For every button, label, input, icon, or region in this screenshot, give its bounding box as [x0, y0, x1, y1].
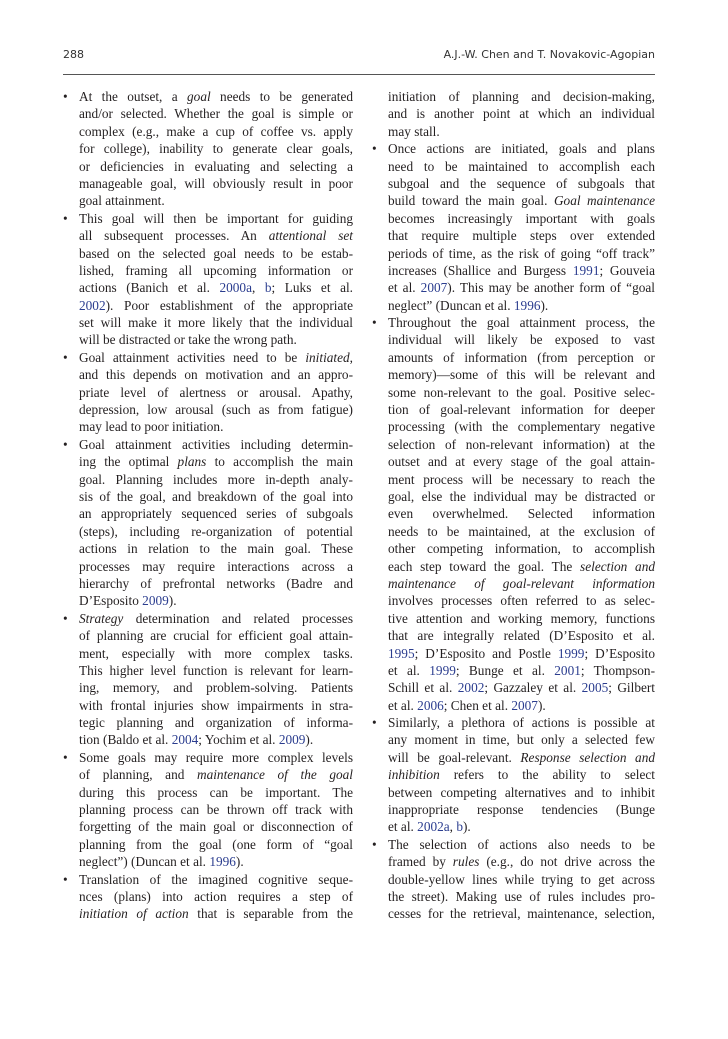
text-line: priate level of alertness or arousal. Apathy, [79, 384, 353, 400]
bullet-item [63, 749, 353, 871]
bullet-item [63, 349, 353, 436]
citation-link[interactable]: 2007 [420, 280, 448, 296]
header-rule [63, 74, 655, 75]
text-line: planning from the goal (one form of “goal [79, 836, 353, 852]
bullet-item [63, 436, 354, 610]
citation-link[interactable]: 1999 [557, 645, 585, 661]
citation-link[interactable]: 2001 [554, 662, 581, 678]
citation-link[interactable]: 1999 [429, 662, 456, 678]
citation-link[interactable]: 2006 [417, 697, 444, 713]
bullet-item [63, 610, 353, 749]
bullet-item [372, 314, 655, 714]
bullet-icon: • [63, 610, 68, 626]
text-line: an appropriately sequenced series of subgoals [79, 506, 353, 522]
text-line: et al. 1999; Bunge et al. 2001; Thompson- [388, 662, 655, 678]
text-line: 1995; D’Esposito and Postle 1999; D’Esposito [388, 645, 655, 661]
text-line: tive attention and working memory, functions [388, 610, 655, 626]
text-line: and this depends on motivation and an appro- [79, 367, 353, 383]
text-line: initiation of planning and decision-making, [388, 89, 655, 104]
text-line: Translation of the imagined cognitive seque- [79, 871, 353, 887]
text-line: Goal attainment activities need to be initiated, [79, 349, 353, 365]
text-line: The selection of actions also needs to be [388, 836, 655, 852]
bullet-item [388, 88, 655, 140]
text-line: ment process will be necessary to reach the [388, 471, 655, 487]
text-line: even overwhelmed. Selected information [388, 506, 655, 522]
text-line: selection of non-relevant information) at the [388, 436, 655, 452]
text-line: nces (plans) into action requires a step of [79, 888, 353, 904]
emphasis-term: inhibition [388, 767, 440, 783]
text-line: with frontal injuries show impairments in stra- [79, 697, 353, 713]
page-number: 288 [63, 48, 84, 61]
text-line: forgetting of the main goal or disconnection of [79, 819, 353, 835]
text-line: other competing information, to accomplish [388, 541, 655, 557]
text-line: goal. Planning includes more in-depth analy- [79, 471, 353, 487]
text-line: Once actions are initiated, goals and plans [388, 141, 655, 157]
text-line: complex (e.g., make a cup of coffee vs. apply [79, 123, 353, 139]
text-line: for college), inability to generate clear goals, [79, 141, 353, 157]
emphasis-term: maintenance of the goal [196, 767, 353, 783]
text-line: D’Esposito 2009). [79, 593, 177, 609]
text-line: individual will likely be exposed to vast [388, 332, 655, 348]
citation-link[interactable]: 2002 [457, 680, 485, 696]
text-line: This goal will then be important for guiding [79, 210, 353, 226]
citation-link[interactable]: 2007 [511, 697, 538, 713]
bullet-icon: • [372, 715, 377, 731]
text-line: (steps), including re-organization of potential [79, 523, 353, 539]
citation-link[interactable]: 2009 [278, 732, 306, 748]
text-line: sis of the goal, and breakdown of the goal into [79, 488, 353, 504]
running-head-authors: A.J.-W. Chen and T. Novakovic-Agopian [443, 48, 655, 61]
text-line: processes may require interactions across a [79, 558, 353, 574]
text-line: the street). Making use of rules includes pro- [388, 888, 655, 904]
text-line: becomes increasingly important with goals [388, 210, 655, 226]
emphasis-term: rules [452, 854, 480, 870]
text-line: may lead to poor initiation. [79, 419, 224, 435]
text-line: initiation of action that is separable from the [79, 906, 353, 922]
text-line: neglect”) (Duncan et al. 1996). [79, 854, 244, 870]
text-line: increases (Shallice and Burgess 1991; Gouveia [388, 262, 655, 278]
text-line: during this process can be important. The [79, 784, 353, 800]
bullet-icon: • [63, 749, 68, 765]
text-line: ing, memory, and problem-solving. Patients [79, 680, 353, 696]
text-line: each step toward the goal. The selection and [388, 558, 655, 574]
bullet-icon: • [63, 210, 68, 226]
text-line: inappropriate response tendencies (Bunge [388, 802, 655, 818]
text-line: goal, else the individual may be distracted or [388, 488, 655, 504]
text-line: all subsequent processes. An attentional set [79, 228, 353, 244]
bullet-item [372, 836, 655, 923]
emphasis-term: goal [187, 89, 211, 104]
text-line [388, 575, 655, 592]
emphasis-term: plans [177, 454, 207, 470]
citation-link[interactable]: 2002a [417, 819, 450, 835]
text-line: double-yellow lines while trying to get across [388, 871, 655, 887]
text-line: and is another point at which an individual [388, 106, 655, 122]
text-line: At the outset, a goal needs to be generated [79, 89, 354, 104]
text-line: ing the optimal plans to accomplish the main [79, 454, 354, 470]
text-line: et al. 2002a, b). [388, 819, 471, 835]
text-line: subgoal and the sequence of subgoals that [388, 175, 655, 191]
emphasis-term: maintenance of goal-relevant information [388, 575, 655, 591]
bullet-icon: • [372, 315, 377, 331]
citation-link[interactable]: 1991 [572, 262, 600, 278]
text-line: et al. 2006; Chen et al. 2007). [388, 697, 546, 713]
emphasis-term: Response selection and [520, 749, 655, 765]
text-line: Goal attainment activities including determin- [79, 436, 353, 452]
text-line: based on the selected goal needs to be estab- [79, 245, 353, 261]
bullet-icon: • [372, 836, 377, 852]
text-line: Throughout the goal attainment process, the [388, 315, 655, 331]
text-line: tion (Baldo et al. 2004; Yochim et al. 2009). [79, 732, 314, 748]
text-line: This higher level function is relevant for learn- [79, 662, 353, 678]
text-line: outset and at every stage of the goal attain- [388, 454, 655, 470]
citation-link[interactable]: 2004 [171, 732, 199, 748]
text-line: that are integrally related (D’Esposito et al. [388, 628, 655, 644]
bullet-icon: • [63, 436, 68, 452]
text-line: of planning are crucial for efficient goal attain- [79, 628, 353, 644]
text-line: goal attainment. [79, 193, 165, 209]
right-column [372, 88, 655, 923]
text-line: hierarchy of prefrontal networks (Badre and [79, 575, 353, 591]
citation-link[interactable]: 2009 [142, 593, 169, 609]
emphasis-term: Strategy [79, 610, 124, 626]
citation-link[interactable]: 1995 [388, 645, 415, 661]
text-line: tion of goal-relevant information for deeper [388, 402, 655, 418]
bullet-icon: • [63, 871, 68, 887]
citation-link[interactable]: b [264, 280, 272, 296]
text-line: lished, framing all upcoming information or [79, 262, 353, 278]
emphasis-term: Goal maintenance [553, 193, 655, 209]
bullet-icon: • [63, 89, 68, 104]
text-line: manageable goal, will obviously result in poor [79, 175, 353, 191]
text-line: some non-relevant to the goal. Positive selec- [388, 384, 655, 400]
text-line: Similarly, a plethora of actions is possible at [388, 715, 655, 731]
text-line: et al. 2007). This may be another form of “goal [388, 280, 655, 296]
citation-link[interactable]: b [456, 819, 463, 835]
text-line: may stall. [388, 123, 440, 139]
citation-link[interactable]: 2000a [219, 280, 252, 296]
bullet-item [372, 140, 655, 314]
text-line: and/or selected. Whether the goal is simple or [79, 106, 353, 122]
bullet-icon: • [63, 349, 68, 365]
bullet-icon: • [372, 141, 377, 157]
text-line: cesses for the retrieval, maintenance, selection, [388, 906, 655, 922]
text-line: depression, low arousal (such as from fatigue) [79, 402, 353, 418]
bullet-item [372, 714, 655, 836]
text-line: tegic planning and organization of informa- [79, 715, 353, 731]
text-line: framed by rules (e.g., do not drive across the [388, 854, 655, 870]
text-line: memory)—some of this will be relevant and [388, 367, 655, 383]
text-line: 2002). Poor establishment of the appropriate [79, 297, 353, 313]
text-line: of planning, and maintenance of the goal [79, 767, 353, 783]
citation-link[interactable]: 1996 [513, 297, 541, 313]
bullet-item [63, 210, 353, 349]
text-line: will be distracted or take the wrong path. [79, 332, 297, 348]
text-line: ment, especially with more complex tasks. [79, 645, 353, 661]
text-line: planning process can be thrown off track with [79, 802, 353, 818]
text-line: set will make it more likely that the individual [79, 315, 353, 331]
text-line: need to be maintained to accomplish each [388, 158, 655, 174]
bullet-item [63, 88, 354, 210]
text-line: Schill et al. 2002; Gazzaley et al. 2005; Gilbert [388, 680, 655, 696]
text-line: any moment in time, but only a selected few [388, 732, 655, 748]
text-line: neglect” (Duncan et al. 1996). [388, 297, 549, 313]
citation-link[interactable]: 2005 [581, 680, 609, 696]
text-line: needs to be maintained, at the exclusion of [388, 523, 655, 539]
citation-link[interactable]: 1996 [209, 854, 236, 870]
text-line: actions in relation to the main goal. These [79, 541, 353, 557]
bullet-item [63, 871, 353, 923]
text-line: involves processes often referred to as selec- [388, 593, 655, 609]
text-line: or deficiencies in evaluating and selecting a [79, 158, 353, 174]
text-line: Strategy determination and related processes [79, 610, 353, 626]
text-line: periods of time, as the risk of going “off track” [388, 245, 655, 261]
text-line: between competing alternatives and to inhibit [388, 784, 655, 800]
text-line: inhibition refers to the ability to select [388, 767, 655, 783]
emphasis-term: attentional set [268, 228, 353, 244]
citation-link[interactable]: 2002 [79, 297, 106, 313]
left-column [63, 88, 354, 923]
text-line: that require multiple steps over extended [388, 228, 655, 244]
emphasis-term: initiated [305, 349, 350, 365]
text-line: build toward the main goal. Goal maintenance [388, 193, 655, 209]
running-header [63, 48, 655, 66]
text-line: amounts of information (from perception or [388, 349, 655, 365]
emphasis-term: selection and [580, 558, 655, 574]
text-line: processing (with the complementary negative [388, 419, 655, 435]
emphasis-term: initiation of action [79, 906, 189, 922]
text-line: will be goal-relevant. Response selection and [388, 749, 655, 765]
text-line: actions (Banich et al. 2000a, b; Luks et al. [79, 280, 353, 296]
text-line: Some goals may require more complex levels [79, 749, 353, 765]
